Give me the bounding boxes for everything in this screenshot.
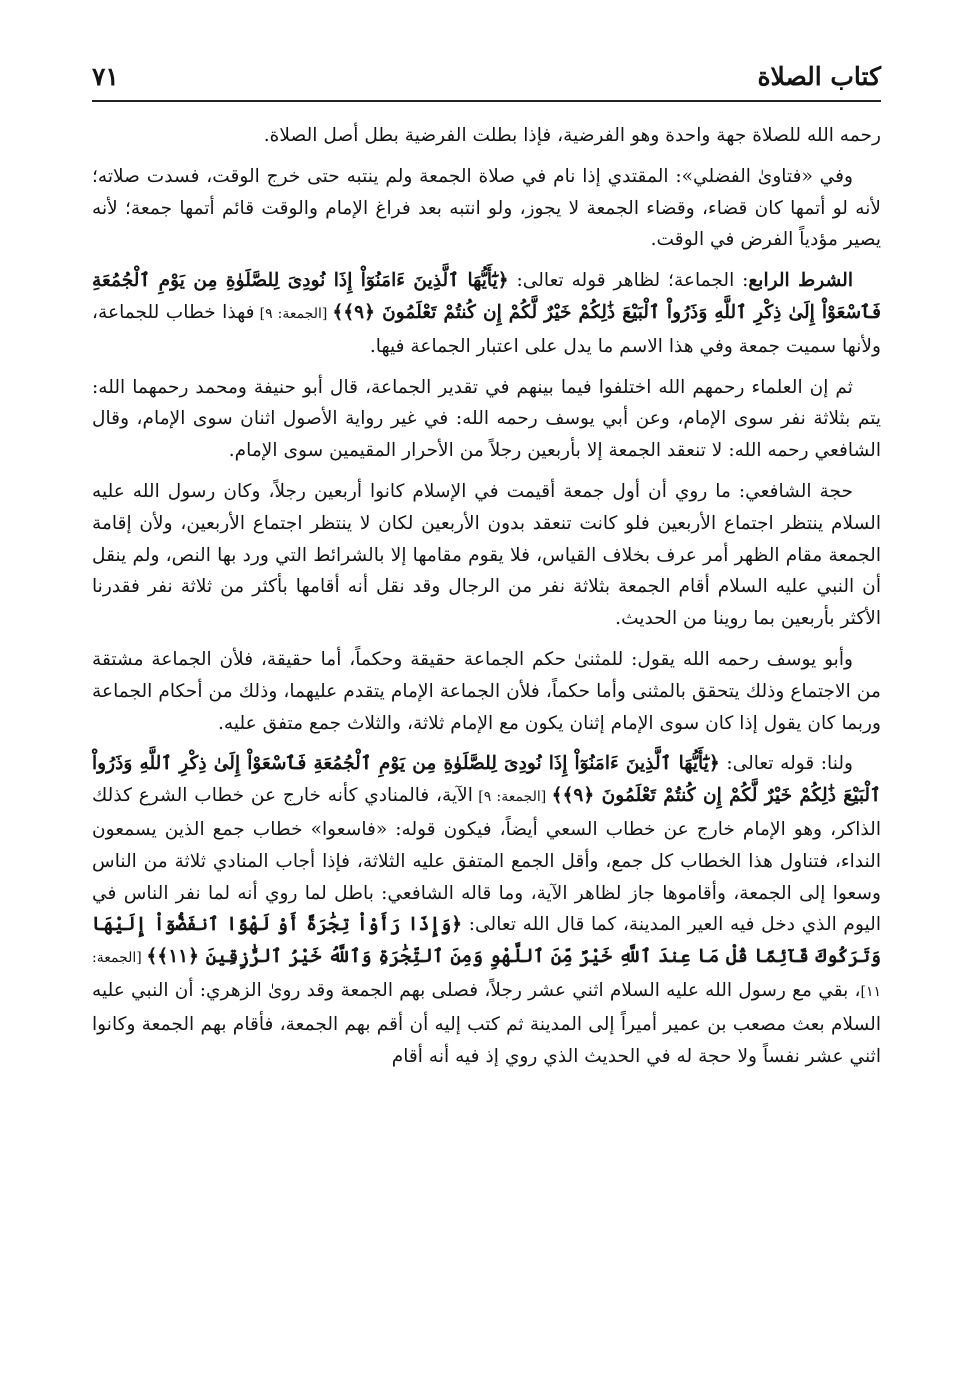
paragraph-6 xyxy=(92,644,881,739)
page-number: ٧١ xyxy=(92,62,119,91)
paragraph-7 xyxy=(92,748,881,1072)
paragraph-text: وفي «فتاوىٰ الفضلي»: المقتدي إذا نام في صلاة الجمعة ولم ينتبه حتى خرج الوقت، فسدت صلاته؛ لأنه لو أتمها كان قضاء، وقضاء الجمعة لا يجوز، ولو انتبه بعد فراغ الإمام والوقت قائم أتمها جمعة؛ لأنه يصير مؤدياً الفرض في الوقت. xyxy=(92,165,881,251)
verse-reference: [الجمعة: ١١] xyxy=(92,950,881,1000)
quran-verse: ﴿يَٰٓأَيُّهَا ٱلَّذِينَ ءَامَنُوٓاْ إِذَا نُودِىَ لِلصَّلَوٰةِ مِن يَوْمِ ٱلْجُمُعَةِ فَٱسْعَوْاْ إِلَىٰ ذِكْرِ ٱللَّهِ وَذَرُواْ ٱلْبَيْعَ ذَٰلِكُمْ خَيْرٌ لَّكُمْ إِن كُنتُمْ تَعْلَمُونَ ﴿٩﴾﴾ xyxy=(92,270,881,323)
paragraph-2 xyxy=(92,161,881,256)
condition-label: الشرط الرابع xyxy=(748,270,853,292)
paragraph-text: حجة الشافعي: ما روي أن أول جمعة أقيمت في الإسلام كانوا أربعين رجلاً، وكان رسول الله عليه السلام ينتظر اجتماع الأربعين فلو كانت تنعقد بدون الأربعين لكان لا ينتظر اجتماع الأربعين، ولأن إقامة الجمعة مقام الظهر أمر عرف بخلاف القياس، فلا يقوم مقامها إلا بالشرائط التي ورد بها النص، ولم ينقل أن النبي عليه السلام أقام الجمعة بثلاثة نفر من الرجال وقد نقل أنه أقامها بأكثر من ثلاثة نفر فقدرنا الأكثر بأربعين بما روينا من الحديث. xyxy=(92,480,881,630)
paragraph-text: الآية، فالمنادي كأنه خارج عن خطاب الشرع كذلك الذاكر، وهو الإمام خارج عن خطاب السعي أيضاً، فيكون قوله: «فاسعوا» خطاب جمع الذين يسمعون النداء، فتناول هذا الخطاب كل جمع، وأقل الجمع المتفق عليه الثلاثة، فإذا أجاب المنادي ثلاثة من الناس وسعوا إلى الجمعة، وأقاموها جاز لظاهر الآية، وما قاله الشافعي: باطل لما روي أنه لما نفر الناس في اليوم الذي دخل فيه العير المدينة، كما قال الله تعالى: xyxy=(92,785,881,936)
paragraph-text: ثم إن العلماء رحمهم الله اختلفوا فيما بينهم في تقدير الجماعة، قال أبو حنيفة ومحمد رحمهما الله: يتم بثلاثة نفر سوى الإمام، وعن أبي يوسف رحمه الله: في غير رواية الأصول اثنان سوى الإمام، وقال الشافعي رحمه الله: لا تنعقد الجمعة إلا بأربعين رجلاً من الأحرار المقيمين سوى الإمام. xyxy=(92,376,881,462)
paragraph-4 xyxy=(92,372,881,467)
verse-reference: [الجمعة: ٩] xyxy=(472,789,552,806)
paragraph-text: فهذا خطاب للجماعة، ولأنها سميت جمعة وفي هذا الاسم ما يدل على اعتبار الجماعة فيها. xyxy=(92,301,881,357)
quran-verse: ﴿وَإِذَا رَأَوْاْ تِجَٰرَةً أَوْ لَهْوًا ٱنفَضُّوٓاْ إِلَيْهَا وَتَرَكُوكَ قَآئِمًا قُلْ مَا عِندَ ٱللَّهِ خَيْرٌ مِّنَ ٱللَّهْوِ وَمِنَ ٱلتِّجَٰرَةِ وَٱللَّهُ خَيْرُ ٱلرَّٰزِقِينَ ﴿١١﴾﴾ xyxy=(92,914,881,968)
running-header xyxy=(92,58,881,102)
quran-verse: ﴿يَٰٓأَيُّهَا ٱلَّذِينَ ءَامَنُوٓاْ إِذَا نُودِىَ لِلصَّلَوٰةِ مِن يَوْمِ ٱلْجُمُعَةِ فَٱسْعَوْاْ إِلَىٰ ذِكْرِ ٱللَّهِ وَذَرُواْ ٱلْبَيْعَ ذَٰلِكُمْ خَيْرٌ لَّكُمْ إِن كُنتُمْ تَعْلَمُونَ ﴿٩﴾﴾ xyxy=(92,753,881,807)
body-text xyxy=(92,120,881,1081)
paragraph-3 xyxy=(92,265,881,362)
paragraph-5 xyxy=(92,476,881,635)
paragraph-text: ولنا: قوله تعالى: xyxy=(719,753,853,775)
verse-reference: [الجمعة: ٩] xyxy=(254,305,333,322)
paragraph-text: رحمه الله للصلاة جهة واحدة وهو الفرضية، فإذا بطلت الفرضية بطل أصل الصلاة. xyxy=(263,125,881,146)
chapter-title: كتاب الصلاة xyxy=(757,62,881,91)
paragraph-text: : الجماعة؛ لظاهر قوله تعالى: xyxy=(508,270,749,292)
paragraph-1 xyxy=(92,120,881,152)
paragraph-text: وأبو يوسف رحمه الله يقول: للمثنىٰ حكم الجماعة حقيقة وحكماً، أما حقيقة، فلأن الجماعة مشتقة من الاجتماع وذلك يتحقق بالمثنى وأما حكماً، فلأن الجماعة الإمام يتقدم عليهما، وذلك من أحكام الجماعة وربما كان يقول إذا كان سوى الإمام إثنان يكون مع الإمام ثلاثة، والثلاث جمع متفق عليه. xyxy=(92,648,881,734)
paragraph-text: ، بقي مع رسول الله عليه السلام اثني عشر رجلاً، فصلى بهم الجمعة وقد روىٰ الزهري: أن النبي عليه السلام بعث مصعب بن عمير أميراً إلى المدينة ثم كتب إليه أن أقم بهم الجمعة، فأقام بهم الجمعة وكانوا اثني عشر نفساً ولا حجة له في الحديث الذي روي إذ فيه أنه أقام xyxy=(92,979,881,1067)
